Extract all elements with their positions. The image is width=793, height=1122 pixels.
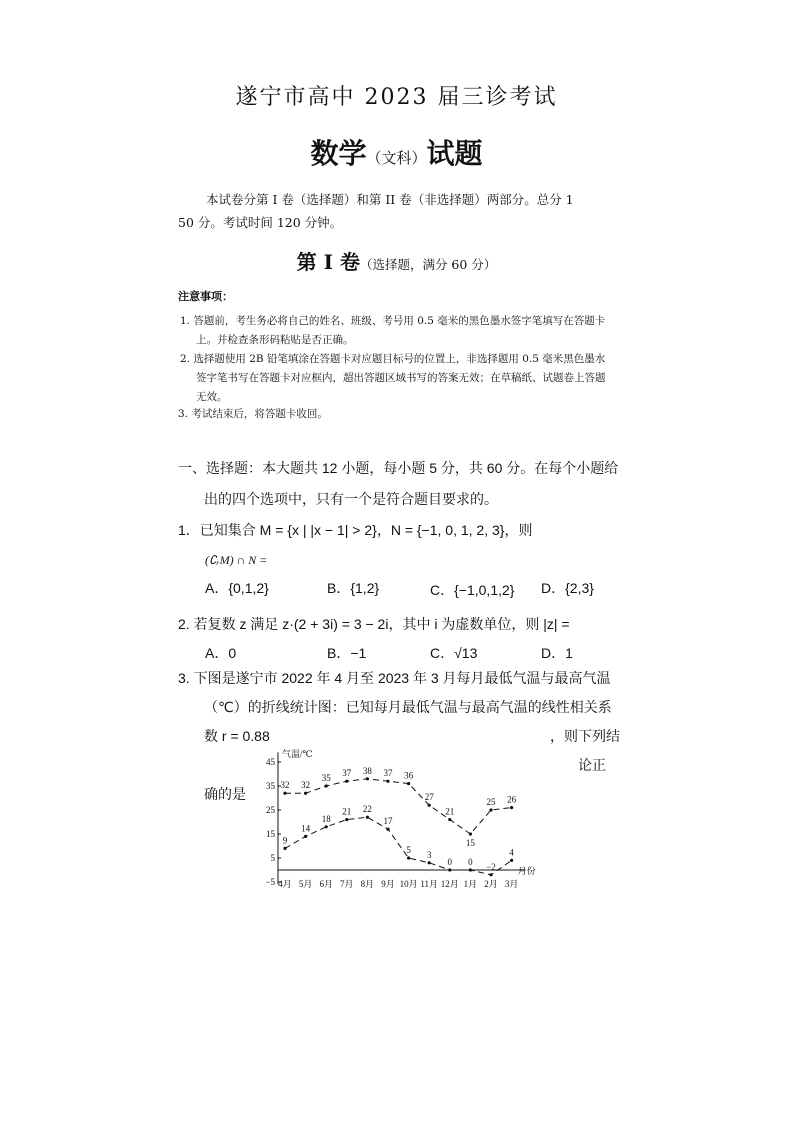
data-label: 32	[301, 780, 311, 791]
q2-option-b: B．−1	[327, 645, 367, 661]
subject-tail: 试题	[426, 137, 483, 170]
data-point	[325, 784, 328, 787]
x-tick-label: 5月	[298, 879, 313, 889]
q3-stem-line: 论正	[578, 757, 606, 773]
data-label: 0	[447, 857, 453, 867]
data-label: −2	[486, 861, 496, 872]
data-point	[304, 792, 307, 795]
subject-sub: （文科）	[366, 149, 427, 167]
data-point	[510, 859, 513, 862]
notice-line: 上。并检查条形码粘贴是否正确。	[196, 334, 354, 346]
q3-stem-line: 数 r = 0.88	[204, 728, 270, 744]
series-line-high	[285, 779, 512, 834]
data-label: 15	[465, 838, 475, 848]
intro-line-1: 本试卷分第 I 卷（选择题）和第 II 卷（非选择题）两部分。总分 1	[206, 192, 574, 207]
data-point	[489, 808, 492, 811]
q2-option-d: D．1	[541, 645, 573, 661]
data-label: 32	[280, 780, 290, 791]
data-label: 21	[445, 806, 455, 817]
x-tick-label: 3月	[504, 879, 519, 889]
data-point	[304, 835, 307, 838]
x-tick-label: 8月	[360, 879, 375, 889]
data-point	[386, 780, 389, 783]
q3-stem-line: ，则下列结	[550, 728, 620, 744]
data-label: 37	[342, 768, 352, 779]
data-label: 26	[507, 794, 517, 805]
y-tick-label: −5	[265, 877, 275, 887]
data-point	[325, 825, 328, 828]
data-point	[510, 806, 513, 809]
notice-line: 无效。	[196, 391, 228, 403]
data-point	[448, 818, 451, 821]
data-point	[386, 828, 389, 831]
data-point	[283, 847, 286, 850]
notice-line: 1. 答题前，考生务必将自己的姓名、班级、考号用 0.5 毫米的黑色墨水签字笔填写在答题卡	[180, 315, 606, 327]
data-label: 4	[509, 847, 514, 858]
exam-school-title: 遂宁市高中 2023 届三诊考试	[235, 85, 558, 110]
data-label: 27	[424, 792, 434, 803]
y-tick-label: 25	[266, 805, 275, 815]
data-label: 37	[383, 768, 393, 779]
q2-option-a: A．0	[205, 645, 237, 661]
data-label: 22	[362, 804, 372, 815]
q2-option-c: C．√13	[430, 645, 478, 661]
q1-option-c: C．{−1,0,1,2}	[430, 582, 515, 598]
x-tick-label: 9月	[381, 879, 395, 889]
notice-line: 2. 选择题使用 2B 铅笔填涂在答题卡对应题目标号的位置上，非选择题用 0.5 毫米黑色墨水	[180, 353, 606, 365]
x-tick-label: 1月	[463, 879, 478, 889]
data-label: 9	[282, 835, 288, 846]
section1-line-2: 出的四个选项中，只有一个是符合题目要求的。	[204, 491, 498, 507]
part1-title: 第 Ⅰ 卷	[296, 250, 360, 274]
x-axis-label: 月份	[517, 866, 536, 876]
data-label: 25	[486, 797, 496, 807]
x-tick-label: 10月	[399, 879, 418, 889]
intro-line-2: 50 分。考试时间 120 分钟。	[178, 215, 343, 230]
y-tick-label: 35	[266, 781, 275, 791]
notice-line: 3. 考试结束后，将答题卡收回。	[178, 408, 328, 420]
data-label: 36	[404, 770, 414, 781]
q3-stem-line: 确的是	[204, 786, 246, 802]
y-tick-label: 45	[266, 757, 275, 767]
data-label: 3	[426, 849, 432, 860]
q3-stem-line: （℃）的折线统计图：已知每月最低气温与最高气温的线性相关系	[204, 699, 612, 715]
data-label: 21	[342, 806, 352, 817]
data-point	[469, 832, 472, 835]
q3-stem-line: 3. 下图是遂宁市 2022 年 4 月至 2023 年 3 月每月最低气温与最高气温	[178, 670, 611, 686]
data-point	[407, 856, 410, 859]
subject-main: 数学	[310, 137, 367, 170]
q1-option-b: B．{1,2}	[327, 580, 380, 596]
data-point	[283, 792, 286, 795]
notice-title: 注意事项：	[178, 290, 233, 303]
data-point	[469, 868, 472, 871]
data-point	[428, 804, 431, 807]
y-axis-label: 气温/℃	[282, 749, 313, 760]
data-label: 0	[468, 857, 473, 867]
data-point	[366, 777, 369, 780]
data-point	[345, 780, 348, 783]
data-point	[366, 816, 369, 819]
q2-stem: 2. 若复数 z 满足 z·(2 + 3i) = 3 − 2i，其中 i 为虚数单位，则 |z| =	[178, 616, 570, 632]
x-tick-label: 6月	[319, 879, 333, 889]
part1-note: （选择题，满分 60 分）	[359, 257, 497, 272]
data-point	[489, 873, 492, 876]
x-tick-label: 4月	[278, 879, 292, 889]
q1-sub: (∁ᵣM) ∩ N =	[205, 553, 268, 567]
x-tick-label: 12月	[440, 879, 459, 889]
data-label: 35	[321, 773, 331, 783]
x-tick-label: 11月	[420, 879, 439, 889]
data-point	[428, 861, 431, 864]
y-tick-label: 5	[270, 853, 275, 863]
q1-option-d: D．{2,3}	[541, 580, 594, 596]
data-point	[407, 782, 410, 785]
series-line-low	[282, 817, 512, 875]
x-tick-label: 2月	[484, 879, 498, 889]
x-tick-label: 7月	[340, 879, 354, 889]
notice-line: 签字笔书写在答题卡对应框内，超出答题区域书写的答案无效；在草稿纸、试题卷上答题	[196, 372, 606, 384]
y-tick-label: 15	[266, 829, 275, 839]
data-label: 5	[406, 845, 411, 855]
data-point	[448, 868, 451, 871]
data-label: 18	[321, 813, 331, 824]
data-label: 17	[383, 816, 393, 827]
data-label: 38	[362, 765, 372, 776]
q1-stem: 1．已知集合 M = {x | |x − 1| > 2}，N = {−1, 0, 1, 2, 3}，则	[178, 522, 533, 538]
data-point	[345, 818, 348, 821]
q1-option-a: A．{0,1,2}	[205, 580, 269, 596]
section1-line-1: 一、选择题：本大题共 12 小题，每小题 5 分，共 60 分。在每个小题给	[178, 460, 619, 476]
data-label: 14	[301, 823, 311, 834]
